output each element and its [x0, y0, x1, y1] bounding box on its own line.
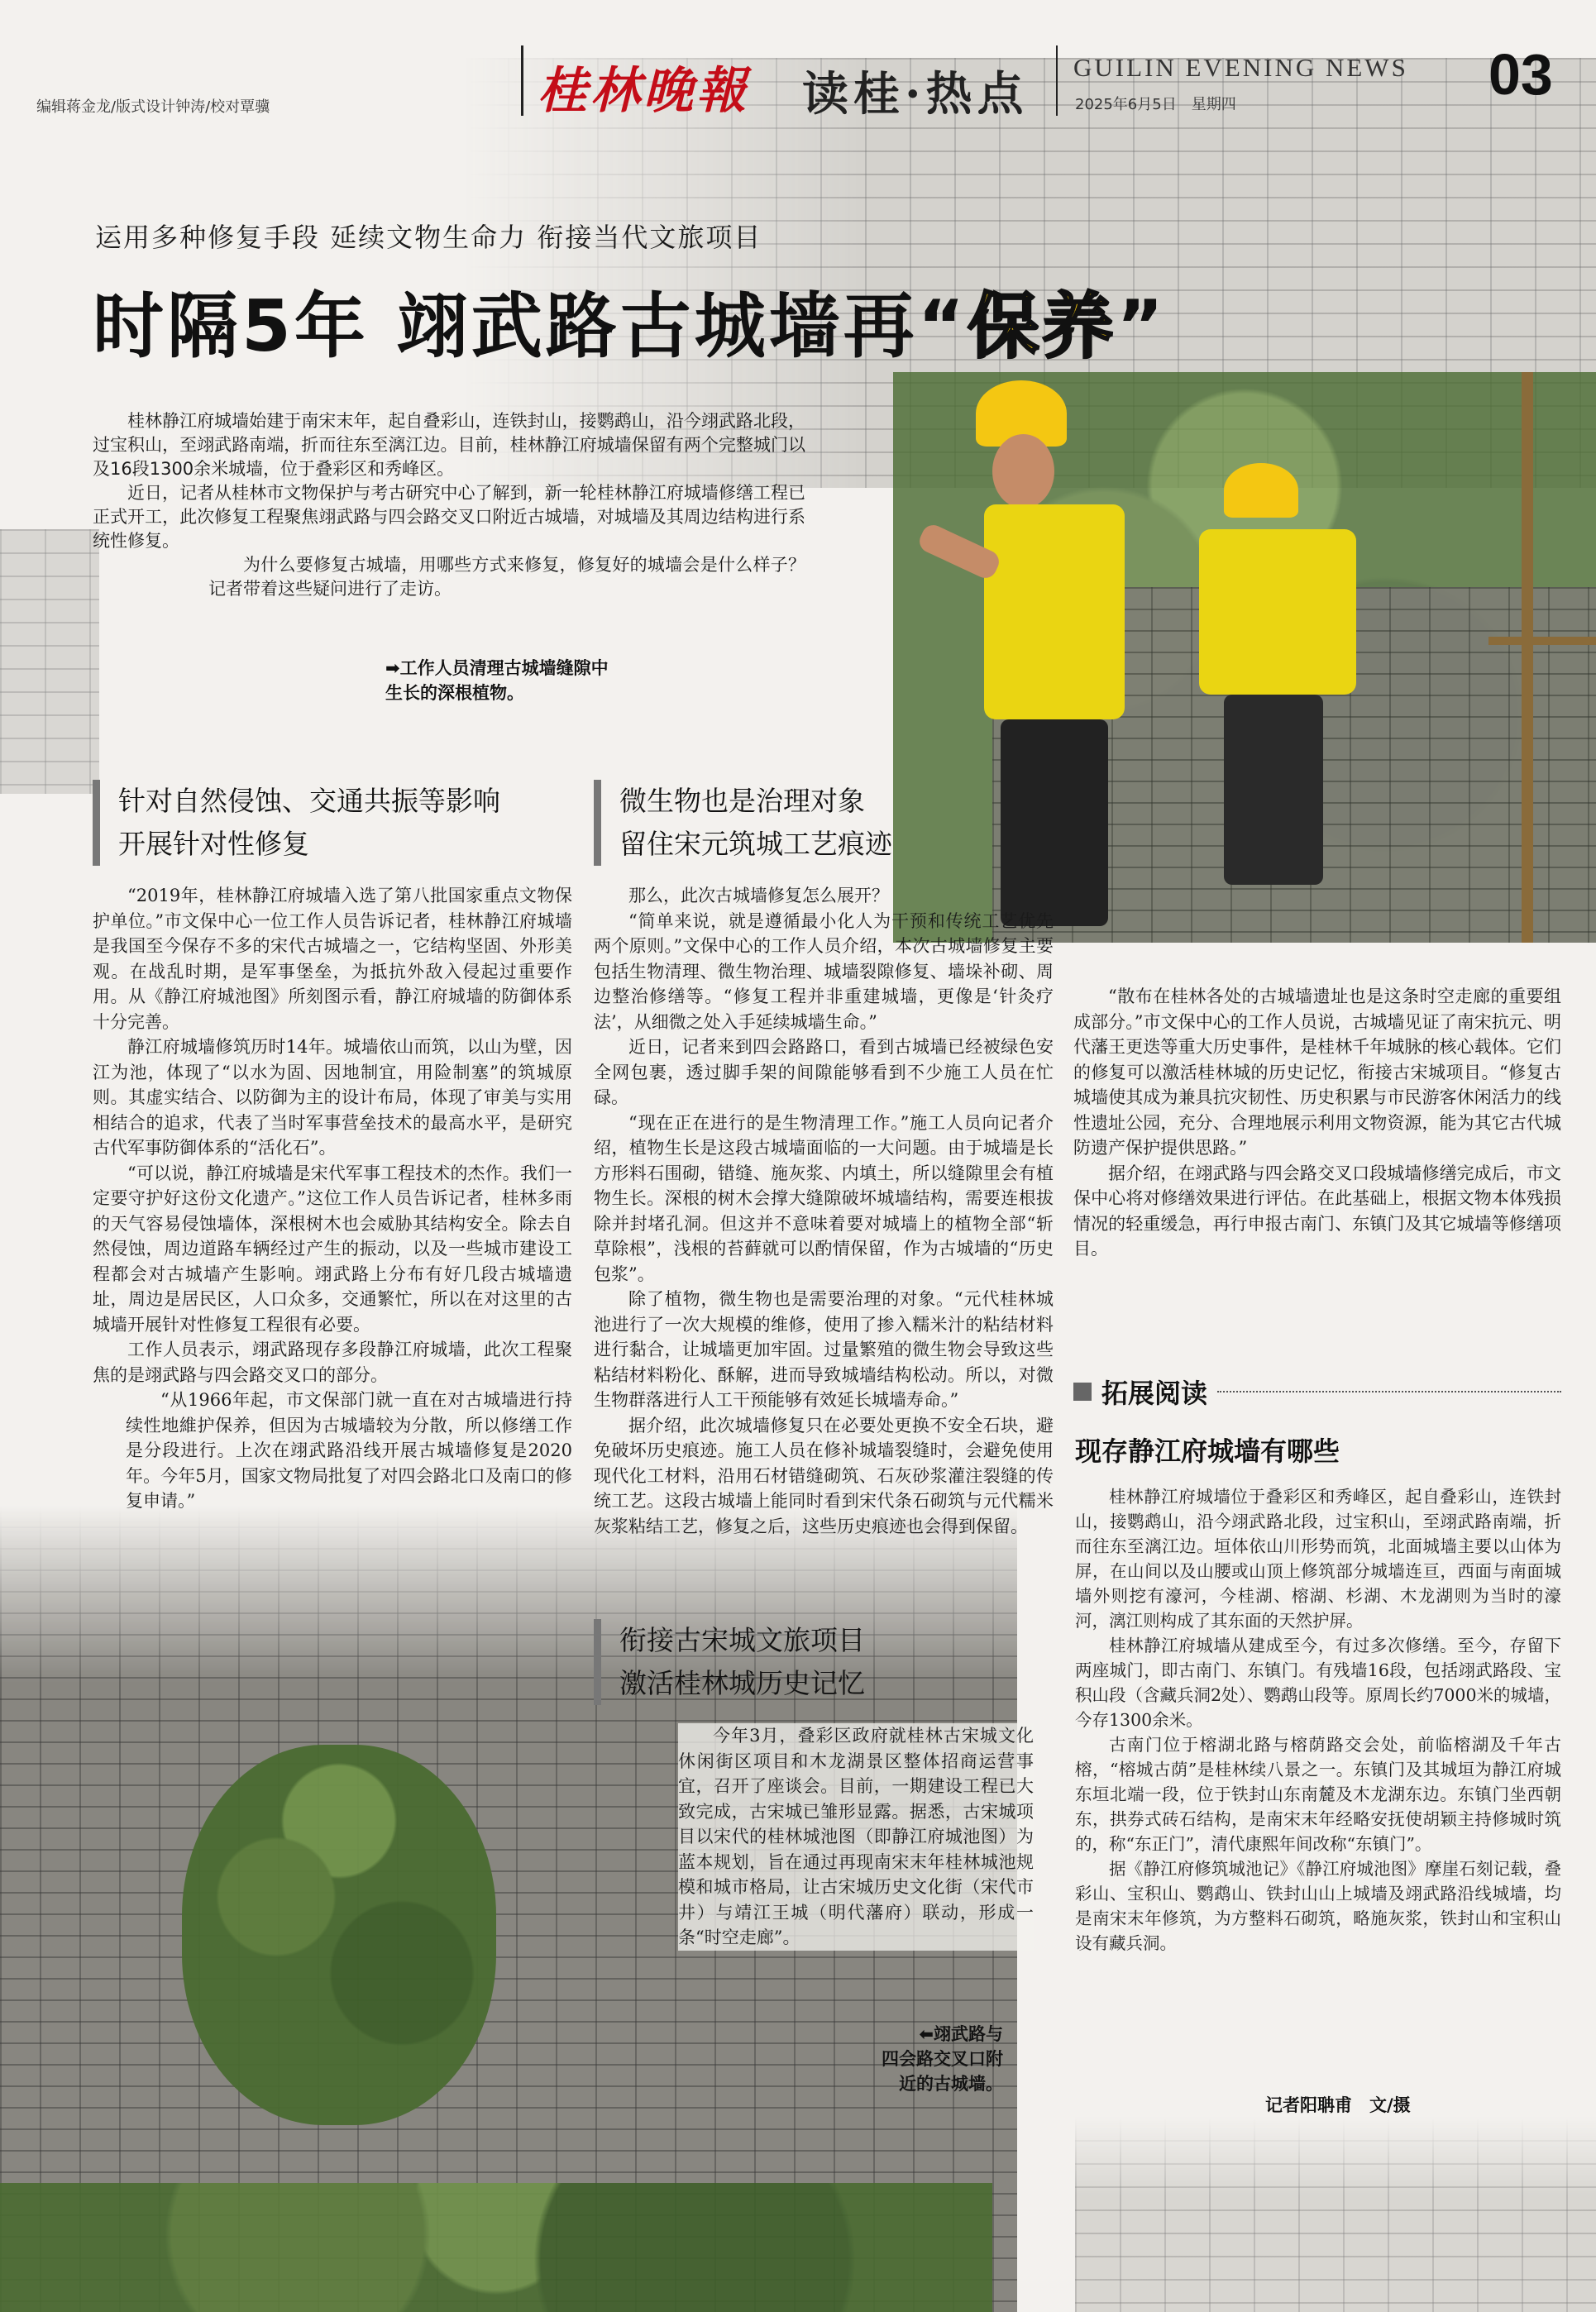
- lead-paragraph: 为什么要修复古城墙，用哪些方式来修复，修复好的城墙会是什么样子？记者带着这些疑问进行了走访。: [208, 555, 805, 599]
- worker-vest-back: [1199, 529, 1356, 695]
- section-3-body-start: [678, 1723, 1034, 1951]
- worker-helmet-back: [1224, 463, 1298, 518]
- editor-credits: 编辑蒋金龙/版式设计钟涛/校对覃骥: [36, 98, 270, 116]
- headline: [93, 269, 1167, 371]
- brick-wall-left-strip: [0, 529, 99, 794]
- extended-reading-rule: [1217, 1391, 1561, 1392]
- subhead-section-2: [594, 780, 1066, 866]
- headline-kicker: 运用多种修复手段 延续文物生命力 衔接当代文旅项目: [95, 222, 762, 253]
- body-paragraph: “简单来说，就是遵循最小化人为干预和传统工艺优先两个原则。”文保中心的工作人员介绍，本次古城墙修复主要包括生物清理、微生物治理、城墙裂隙修复、墙垛补砌、周边整治修缮等。“修复工程并非重建城墙，更像是‘针灸疗法’，从细微之处入手延续城墙生命。”: [594, 910, 1054, 1032]
- headline-close-quote: ”: [1116, 285, 1167, 368]
- caption-line: ⬅翊武路与: [919, 2024, 1003, 2044]
- subhead-line: 激活桂林城历史记忆: [619, 1667, 865, 1699]
- section-1-body: [93, 883, 572, 1514]
- subhead-line: 微生物也是治理对象: [619, 785, 865, 817]
- section-3-body-continued: [1073, 984, 1561, 1262]
- extended-reading-title: 现存静江府城墙有哪些: [1075, 1435, 1340, 1467]
- body-paragraph: 据介绍，此次城墙修复只在必要处更换不安全石块，避免破坏历史痕迹。施工人员在修补城墙裂缝时，会避免使用现代化工材料，沿用石材错缝砌筑、石灰砂浆灌注裂缝的传统工艺。这段古城墙上能同时看到宋代条石砌筑与元代糯米灰浆粘结工艺，修复之后，这些历史痕迹也会得到保留。: [594, 1415, 1054, 1536]
- body-paragraph: “可以说，静江府城墙是宋代军事工程技术的杰作。我们一定要守护好这份文化遗产。”这位工作人员告诉记者，桂林多雨的天气容易侵蚀墙体，深根树木也会威胁其结构安全。除去自然侵蚀，周边道路车辆经过产生的振动，以及一些城市建设工程都会对古城墙产生影响。翊武路上分布有好几段古城墙遗址，周边是居民区，人口众多，交通繁忙，所以在对这里的古城墙开展针对性修复工程很有必要。: [93, 1163, 572, 1335]
- worker-vest-front: [984, 504, 1125, 719]
- subhead-section-1: [93, 780, 581, 866]
- body-paragraph: 据介绍，在翊武路与四会路交叉口段城墙修缮完成后，市文保中心将对修缮效果进行评估。在此基础上，根据文物本体残损情况的轻重缓急，再行申报古南门、东镇门及其它城墙等修缮项目。: [1073, 1163, 1561, 1259]
- body-paragraph: 那么，此次古城墙修复怎么展开？: [628, 886, 889, 905]
- english-masthead: GUILIN EVENING NEWS: [1073, 53, 1408, 82]
- header-divider-left: [521, 45, 523, 116]
- subhead-line: 针对自然侵蚀、交通共振等影响: [118, 785, 500, 817]
- body-paragraph: 工作人员表示，翊武路现存多段静江府城墙，此次工程聚焦的是翊武路与四会路交叉口的部分。: [93, 1340, 572, 1385]
- body-paragraph: 近日，记者来到四会路路口，看到古城墙已经被绿色安全网包裹，透过脚手架的间隙能够看到不少施工人员在忙碌。: [594, 1037, 1054, 1107]
- section-name: 读桂·热点: [802, 67, 1029, 122]
- header-divider-right: [1056, 45, 1058, 116]
- caption-line: ➡工作人员清理古城墙缝隙中: [385, 658, 609, 678]
- extended-paragraph: 桂林静江府城墙从建成至今，有过多次修缮。至今，存留下两座城门，即古南门、东镇门。有残墙16段，包括翊武路段、宝积山段（含藏兵洞2处）、鹦鹉山段等。原周长约7000米的城墙，今存1300余米。: [1075, 1636, 1561, 1730]
- extended-reading-label: 拓展阅读: [1101, 1378, 1208, 1409]
- section-2-body: [594, 883, 1054, 1539]
- byline: 记者阳聃甫 文/摄: [1265, 2095, 1411, 2115]
- caption-line: 生长的深根植物。: [385, 683, 524, 703]
- worker-head-front: [992, 434, 1054, 509]
- brick-wall-backdrop-bottom-right: [1075, 2117, 1596, 2312]
- caption-line: 近的古城墙。: [899, 2074, 1003, 2094]
- headline-main: 时隔5年 翊武路古城墙再“: [93, 285, 968, 368]
- photo-caption-top: [385, 656, 609, 705]
- page-number: 03: [1488, 42, 1553, 107]
- grass-bottom: [0, 2183, 992, 2312]
- body-paragraph: 静江府城墙修筑历时14年。城墙依山而筑，以山为壁，因江为池，体现了“以水为固、因地制宜，用险制塞”的筑城原则。其虚实结合、以防御为主的设计布局，体现了审美与实用相结合的追求，代表了当时军事营垒技术的最高水平，是研究古代军事防御体系的“活化石”。: [93, 1037, 572, 1158]
- scaffolding: [1522, 372, 1533, 943]
- extended-reading-header: [1073, 1373, 1561, 1411]
- issue-date: 2025年6月5日 星期四: [1075, 96, 1236, 113]
- body-paragraph: “散布在桂林各处的古城墙遗址也是这条时空走廊的重要组成部分。”市文保中心的工作人员说，古城墙见证了南宋抗元、明代藩王更迭等重大历史事件，是桂林千年城脉的核心载体。它们的修复可以激活桂林城的历史记忆，衔接古宋城项目。“修复古城墙使其成为兼具抗灾韧性、历史积累与市民游客休闲活力的线性遗址公园，充分、合理地展示利用文物资源，能为其它古代城防遗产保护提供思路。”: [1073, 986, 1561, 1158]
- extended-reading-marker: [1073, 1383, 1092, 1401]
- extended-paragraph: 古南门位于榕湖北路与榕荫路交会处，前临榕湖及千年古榕，“榕城古荫”是桂林续八景之一。东镇门及其城垣为静江府城东垣北端一段，位于铁封山东南麓及木龙湖东边。东镇门坐西朝东，拱券式砖石结构，是南宋末年经略安抚使胡颖主持修城时筑的，称“东正门”，清代康熙年间改称“东镇门”。: [1075, 1735, 1561, 1854]
- lead-paragraph: 桂林静江府城墙始建于南宋末年，起自叠彩山，连铁封山，接鹦鹉山，沿今翊武路北段，过宝积山，至翊武路南端，折而往东至漓江边。目前，桂林静江府城墙保留有两个完整城门以及16段1300余米城墙，位于叠彩区和秀峰区。: [93, 411, 805, 479]
- extended-reading-body: [1075, 1484, 1561, 1956]
- tree-foliage-bottom: [182, 1745, 496, 2125]
- caption-line: 四会路交叉口附: [882, 2049, 1003, 2069]
- subhead-line: 开展针对性修复: [118, 828, 309, 860]
- worker-legs-back: [1224, 695, 1323, 885]
- scaffolding-bar: [1488, 637, 1596, 645]
- body-paragraph: 今年3月，叠彩区政府就桂林古宋城文化休闲街区项目和木龙湖景区整体招商运营事宜，召开了座谈会。目前，一期建设工程已大致完成，古宋城已雏形显露。据悉，古宋城项目以宋代的桂林城池图（即静江府城池图）为蓝本规划，旨在通过再现南宋末年桂林城池规模和城市格局，让古宋城历史文化街（宋代市井）与靖江王城（明代藩府）联动，形成一条“时空走廊”。: [678, 1726, 1034, 1947]
- headline-keyword: 保养: [968, 285, 1117, 368]
- lead-paragraphs: [93, 409, 805, 601]
- body-paragraph: “现在正在进行的是生物清理工作。”施工人员向记者介绍，植物生长是这段古城墙面临的一大问题。由于城墙是长方形料石围砌，错缝、施灰浆、内填土，所以缝隙里会有植物生长。深根的树木会撑大缝隙破坏城墙结构，需要连根拔除并封堵孔洞。但这并不意味着要对城墙上的植物全部“斩草除根”，浅根的苔藓就可以酌情保留，作为古城墙的“历史包浆”。: [594, 1112, 1054, 1284]
- subhead-line: 衔接古宋城文旅项目: [619, 1624, 865, 1656]
- lead-paragraph: 近日，记者从桂林市文物保护与考古研究中心了解到，新一轮桂林静江府城墙修缮工程已正式开工，此次修复工程聚焦翊武路与四会路交叉口附近古城墙，对城墙及其周边结构进行系统性修复。: [93, 483, 805, 551]
- body-paragraph: “2019年，桂林静江府城墙入选了第八批国家重点文物保护单位。”市文保中心一位工作人员告诉记者，桂林静江府城墙是我国至今保存不多的宋代古城墙之一，它结构坚固、外形美观。在战乱时期，是军事堡垒，为抵抗外敌入侵起过重要作用。从《静江府城池图》所刻图示看，静江府城墙的防御体系十分完善。: [93, 886, 572, 1032]
- subhead-section-3: [594, 1619, 1049, 1705]
- subhead-line: 留住宋元筑城工艺痕迹: [619, 828, 892, 860]
- masthead-logo: 桂林晚報: [538, 62, 749, 120]
- extended-paragraph: 据《静江府修筑城池记》《静江府城池图》摩崖石刻记载，叠彩山、宝积山、鹦鹉山、铁封山山上城墙及翊武路沿线城墙，均是南宋末年修筑，为方整料石砌筑，略施灰浆，铁封山和宝积山设有藏兵洞。: [1075, 1859, 1561, 1953]
- body-paragraph: 除了植物，微生物也是需要治理的对象。“元代桂林城池进行了一次大规模的维修，使用了掺入糯米汁的粘结材料进行黏合，让城墙更加牢固。过量繁殖的微生物会导致这些粘结材料粉化、酥解，进而导致城墙结构松动。所以，对微生物群落进行人工干预能够有效延长城墙寿命。”: [594, 1289, 1054, 1410]
- body-paragraph: “从1966年起，市文保部门就一直在对古城墙进行持续性地維护保养，但因为古城墙较为分散，所以修缮工作是分段进行。上次在翊武路沿线开展古城墙修复是2020年。今年5月，国家文物局批复了对四会路北口及南口的修复申请。”: [126, 1390, 572, 1511]
- extended-paragraph: 桂林静江府城墙位于叠彩区和秀峰区，起自叠彩山，连铁封山，接鹦鹉山，沿今翊武路北段，过宝积山，至翊武路南端，折而往东至漓江边。垣体依山川形势而筑，北面城墙主要以山体为屏，在山间以及山腰或山顶上修筑部分城墙连亘，西面与南面城墙外则挖有濠河，今桂湖、榕湖、杉湖、木龙湖则为当时的濠河，漓江则构成了其东面的天然护屏。: [1075, 1487, 1561, 1631]
- photo-caption-bottom: [882, 2022, 1003, 2096]
